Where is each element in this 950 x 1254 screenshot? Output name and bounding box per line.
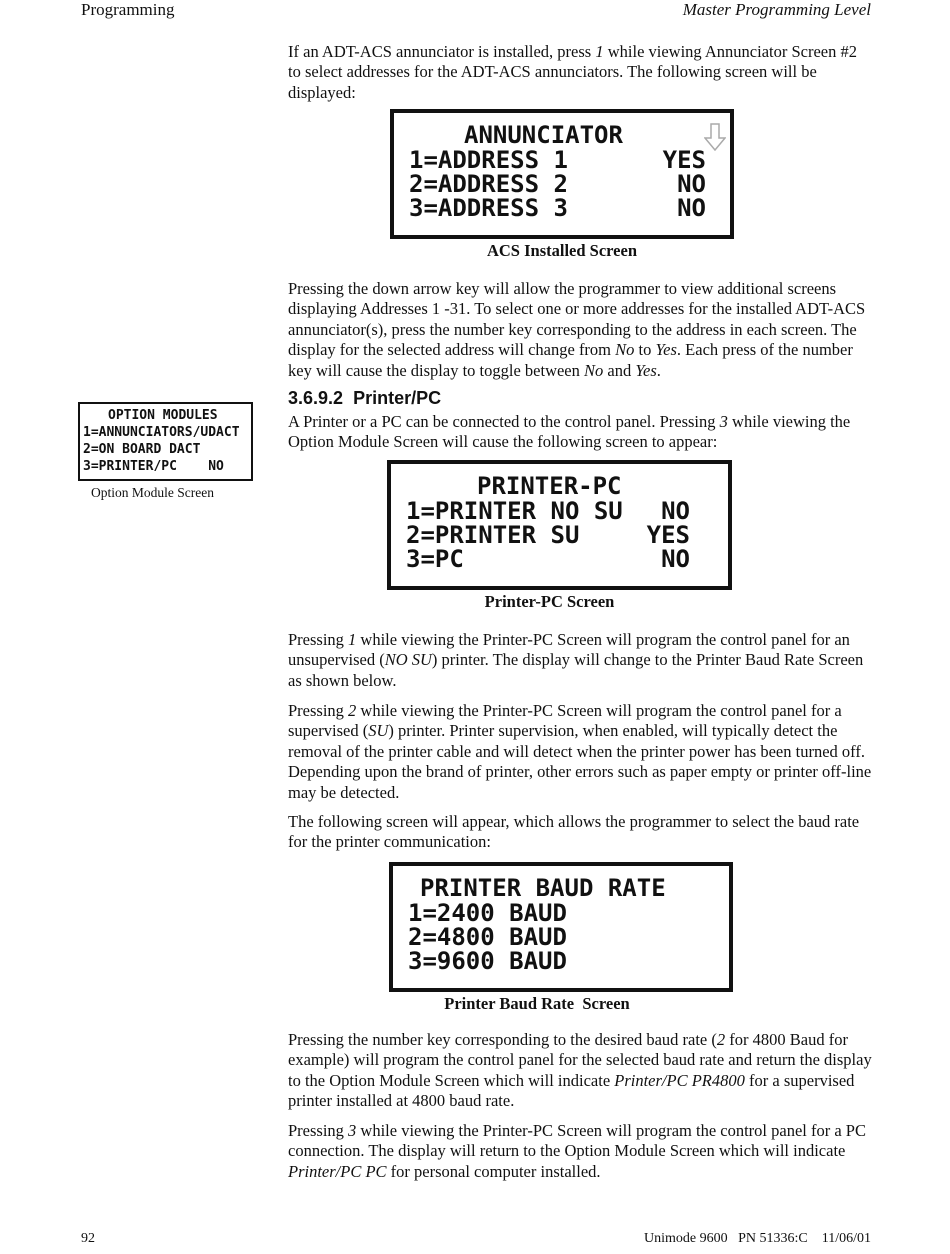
lcd-row-value: NO: [677, 170, 706, 198]
lcd-line: 1=2400 BAUD: [408, 899, 567, 927]
lcd-title: ANNUNCIATOR: [464, 121, 623, 149]
lcd-row-label: 1=PRINTER NO SU: [406, 497, 623, 525]
lcd-row-label: 3=ADDRESS 3: [409, 194, 568, 222]
lcd-title: PRINTER BAUD RATE: [420, 874, 666, 902]
lcd-line: 1=ANNUNCIATORS/UDACT: [83, 425, 240, 440]
lcd-line: 3=PRINTER/PC NO: [83, 459, 224, 474]
acs-installed-lcd: [390, 109, 734, 239]
lcd-row-value: NO: [661, 497, 690, 525]
lcd-row-value: NO: [677, 194, 706, 222]
printer-pc-lcd: [387, 460, 732, 590]
unsupervised-paragraph: Pressing 1 while viewing the Printer-PC Screen will program the control panel for an unsupervised (NO SU) printer. The display will change to the Printer Baud Rate Screen as shown below.: [288, 630, 864, 690]
pc-paragraph: Pressing 3 while viewing the Printer-PC Screen will program the control panel for a PC connection. The display will return to the Option Module Screen which will indicate Printer/PC PC for personal computer installed.: [288, 1121, 866, 1181]
document-id: Unimode 9600 PN 51336:C 11/06/01: [644, 1231, 871, 1246]
intro-paragraph: If an ADT-ACS annunciator is installed, press 1 while viewing Annunciator Screen #2 to select addresses for the ADT-ACS annunciators. The following screen will be displayed:: [288, 42, 858, 102]
down-arrow-icon: [704, 123, 726, 151]
option-module-lcd: [78, 402, 253, 481]
header-level-title: Master Programming Level: [682, 0, 871, 19]
lcd-row-label: 2=PRINTER SU: [406, 521, 580, 549]
acs-screen-caption: ACS Installed Screen: [486, 241, 638, 260]
section-heading: 3.6.9.2 Printer/PC: [288, 388, 442, 408]
header-section-title: Programming: [81, 0, 175, 19]
baud-select-paragraph: Pressing the number key corresponding to the desired baud rate (2 for 4800 Baud for example) will program the control panel for the selected baud rate and return the display to the Option Module Screen which will indicate Printer/PC PR4800 for a supervised printer installed at 4800 baud rate.: [288, 1030, 872, 1111]
lcd-row-value: YES: [662, 146, 706, 174]
lcd-line: 3=9600 BAUD: [408, 947, 567, 975]
baud-rate-lcd: [389, 862, 733, 992]
lcd-line: 2=4800 BAUD: [408, 923, 567, 951]
acs-paragraph: Pressing the down arrow key will allow the programmer to view additional screens displaying Addresses 1 -31. To select one or more addresses for the installed ADT-ACS annunciator(s), press the number key corresponding to the address in each screen. The display for the selected address will change from No to Yes. Each press of the number key will cause the display to toggle between No and Yes.: [288, 279, 866, 380]
lcd-row-label: 1=ADDRESS 1: [409, 146, 568, 174]
lcd-title: OPTION MODULES: [108, 408, 218, 423]
supervised-paragraph: Pressing 2 while viewing the Printer-PC Screen will program the control panel for a supervised (SU) printer. Printer supervision, when enabled, will typically detect the removal of the printer cable and will detect when the printer power has been turned off. Depending upon the brand of printer, other errors such as paper empty or printer off-line may be detected.: [288, 701, 872, 802]
lcd-row-label: 3=PC: [406, 545, 464, 573]
lcd-row-value: YES: [646, 521, 690, 549]
lcd-row-label: 2=ADDRESS 2: [409, 170, 568, 198]
printer-intro-paragraph: A Printer or a PC can be connected to the control panel. Pressing 3 while viewing the Option Module Screen will cause the following screen to appear:: [288, 412, 851, 452]
lcd-row-value: NO: [661, 545, 690, 573]
printer-pc-caption: Printer-PC Screen: [484, 592, 615, 611]
option-module-caption: Option Module Screen: [91, 485, 214, 500]
page-number: 92: [81, 1231, 95, 1246]
lcd-line: 2=ON BOARD DACT: [83, 442, 201, 457]
baud-intro-paragraph: The following screen will appear, which allows the programmer to select the baud rate for the printer communication:: [288, 812, 860, 852]
lcd-title: PRINTER-PC: [477, 472, 622, 500]
baud-rate-caption: Printer Baud Rate Screen: [444, 994, 630, 1013]
